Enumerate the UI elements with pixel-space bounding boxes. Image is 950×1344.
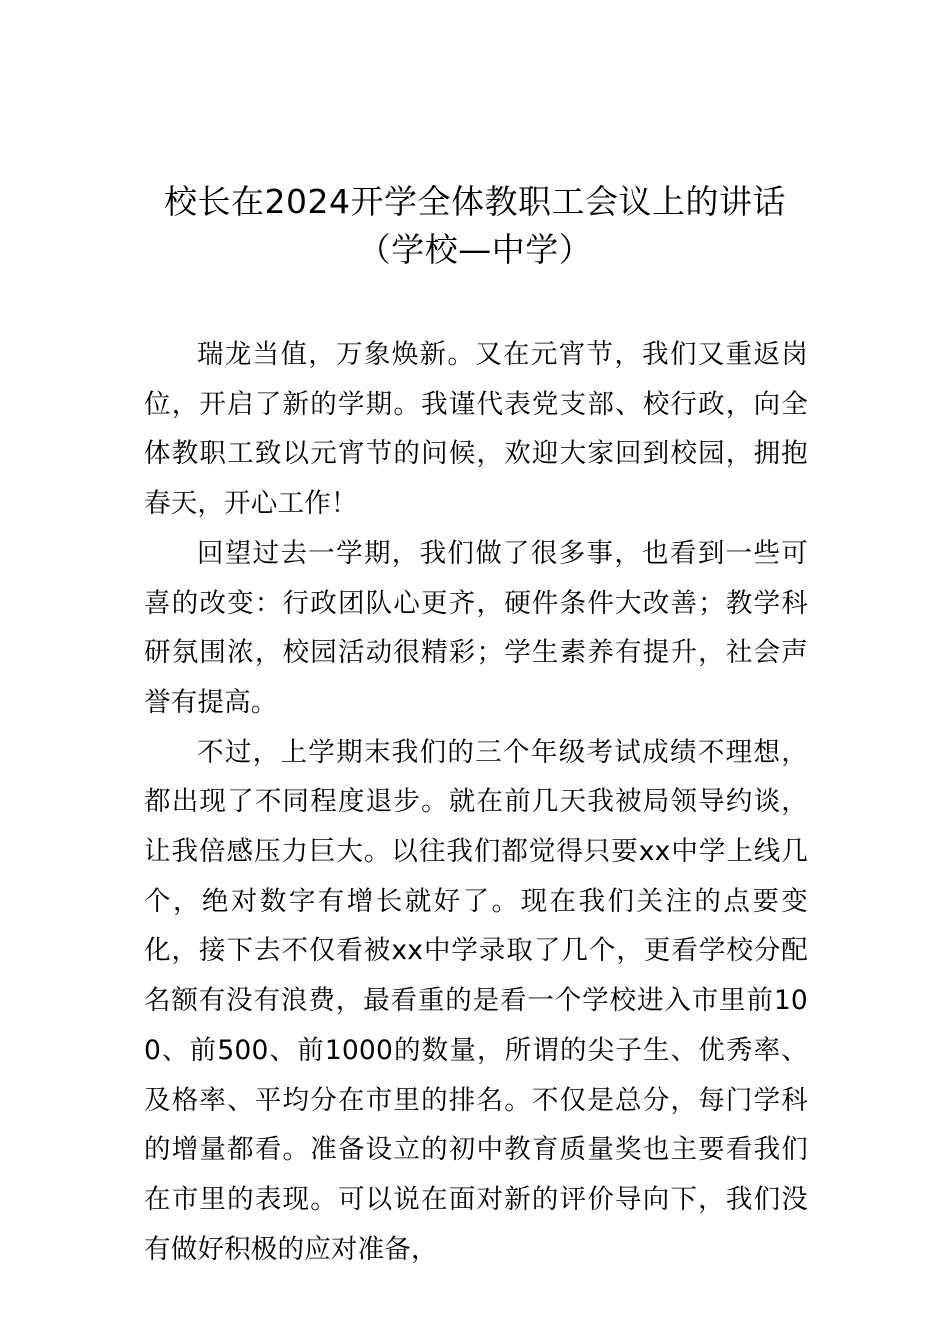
document-title: [0, 178, 950, 274]
title-line-2: （学校—中学）: [357, 230, 593, 269]
document-body: [144, 330, 808, 1274]
paragraph-3: 不过，上学期末我们的三个年级考试成绩不理想，都出现了不同程度退步。就在前几天我被局领导约谈，让我倍感压力巨大。以往我们都觉得只要xx中学上线几个，绝对数字有增长就好了。现在我们关注的点要变化，接下去不仅看被xx中学录取了几个，更看学校分配名额有没有浪费，最看重的是看一个学校进入市里前100、前500、前1000的数量，所谓的尖子生、优秀率、及格率、平均分在市里的排名。不仅是总分，每门学科的增量都看。准备设立的初中教育质量奖也主要看我们在市里的表现。可以说在面对新的评价导向下，我们没有做好积极的应对准备，: [144, 736, 808, 1265]
title-line-1: 校长在2024开学全体教职工会议上的讲话: [164, 182, 786, 221]
paragraph-2: 回望过去一学期，我们做了很多事，也看到一些可喜的改变：行政团队心更齐，硬件条件大改善；教学科研氛围浓，校园活动很精彩；学生素养有提升，社会声誉有提高。: [144, 537, 808, 718]
paragraph-1: 瑞龙当值，万象焕新。又在元宵节，我们又重返岗位，开启了新的学期。我谨代表党支部、校行政，向全体教职工致以元宵节的问候，欢迎大家回到校园，拥抱春天，开心工作！: [144, 339, 808, 520]
